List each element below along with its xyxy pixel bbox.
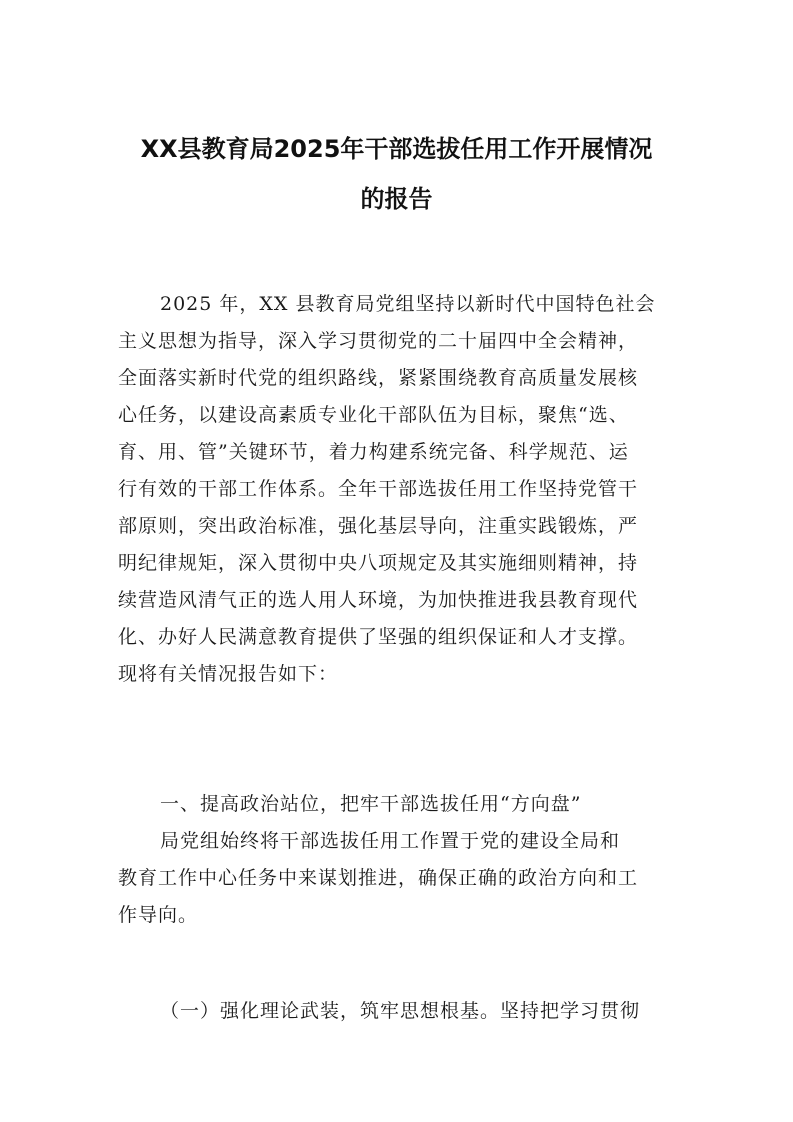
paragraph-line: 局党组始终将干部选拔任用工作置于党的建设全局和: [160, 830, 621, 852]
section-heading-text: 一、提高政治站位，把牢干部选拔任用“方向盘”: [160, 793, 582, 815]
paragraph-line: 化、办好人民满意教育提供了坚强的组织保证和人才支撑。: [118, 626, 639, 648]
section-heading-1: [118, 786, 678, 823]
section-paragraph: [118, 823, 678, 934]
paragraph-line: 全面落实新时代党的组织路线，紧紧围绕教育高质量发展核: [118, 367, 639, 389]
paragraph-line: 心任务，以建设高素质专业化干部队伍为目标，聚焦“选、: [118, 404, 629, 426]
title-line-1: XX县教育局2025年干部选拔任用工作开展情况: [140, 135, 653, 163]
paragraph-line: 续营造风清气正的选人用人环境，为加快推进我县教育现代: [118, 589, 639, 611]
paragraph-line: 教育工作中心任务中来谋划推进，确保正确的政治方向和工: [118, 867, 639, 889]
document-title: [110, 124, 683, 224]
paragraph-line: 明纪律规矩，深入贯彻中央八项规定及其实施细则精神，持: [118, 552, 639, 574]
paragraph-line: 作导向。: [118, 904, 199, 926]
subsection-heading-text: （一）强化理论武装，筑牢思想根基。坚持把学习贯彻: [160, 1000, 641, 1022]
paragraph-line: 行有效的干部工作体系。全年干部选拔任用工作坚持党管干: [118, 478, 639, 500]
paragraph-line: 主义思想为指导，深入学习贯彻党的二十届四中全会精神，: [118, 330, 639, 352]
intro-paragraph: [118, 286, 678, 693]
paragraph-line: 部原则，突出政治标准，强化基层导向，注重实践锻炼，严: [118, 515, 639, 537]
paragraph-line: 2025 年，XX 县教育局党组坚持以新时代中国特色社会: [160, 293, 656, 315]
subsection-heading-1: [118, 993, 678, 1030]
paragraph-line: 育、用、管”关键环节，着力构建系统完备、科学规范、运: [118, 441, 629, 463]
paragraph-line: 现将有关情况报告如下：: [118, 663, 339, 685]
title-line-2: 的报告: [360, 185, 433, 213]
